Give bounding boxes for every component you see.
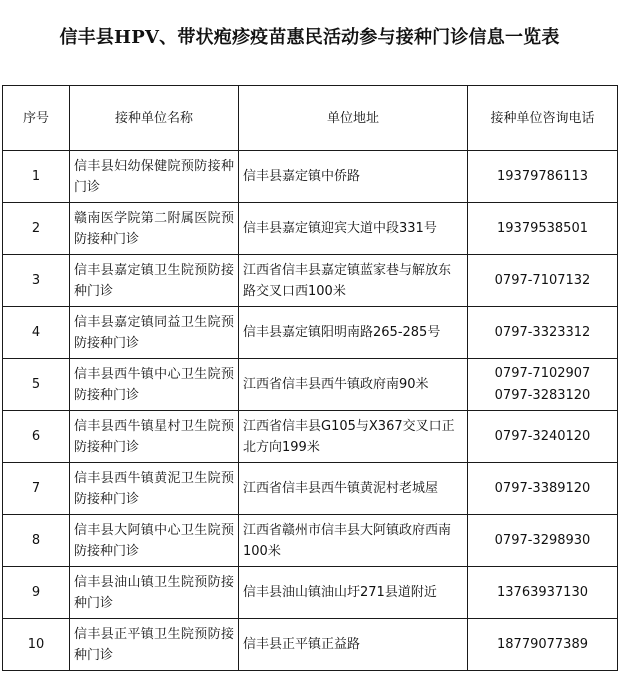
clinic-phone [468,203,618,255]
header-address: 单位地址 [239,86,468,151]
phone-number: 0797-7102907 [494,365,591,381]
phone-number: 18779077389 [497,636,588,652]
phone-number: 0797-3298930 [494,532,591,548]
clinic-address: 信丰县油山镇油山圩271县道附近 [239,567,468,619]
clinic-address: 江西省信丰县西牛镇政府南90米 [239,359,468,411]
clinic-address: 信丰县嘉定镇中侨路 [239,151,468,203]
row-number: 3 [3,255,70,307]
phone-number: 0797-3323312 [494,324,591,340]
clinic-info-table [2,85,618,671]
clinic-name: 信丰县大阿镇中心卫生院预防接种门诊 [70,515,239,567]
header-phone: 接种单位咨询电话 [468,86,618,151]
table-row [3,255,618,307]
clinic-phone [468,359,618,411]
clinic-address: 信丰县嘉定镇阳明南路265-285号 [239,307,468,359]
clinic-phone [468,151,618,203]
table-row [3,463,618,515]
clinic-name: 信丰县西牛镇黄泥卫生院预防接种门诊 [70,463,239,515]
table-row [3,203,618,255]
row-number: 10 [3,619,70,671]
phone-number: 19379538501 [497,220,588,236]
phone-number: 0797-3240120 [494,428,591,444]
header-row [3,86,618,151]
phone-number: 0797-3389120 [494,480,591,496]
clinic-phone [468,411,618,463]
clinic-name: 信丰县妇幼保健院预防接种门诊 [70,151,239,203]
header-no: 序号 [3,86,70,151]
clinic-name: 信丰县嘉定镇同益卫生院预防接种门诊 [70,307,239,359]
table-row [3,359,618,411]
row-number: 9 [3,567,70,619]
clinic-phone [468,515,618,567]
row-number: 2 [3,203,70,255]
clinic-phone [468,307,618,359]
clinic-name: 信丰县西牛镇星村卫生院预防接种门诊 [70,411,239,463]
row-number: 1 [3,151,70,203]
row-number: 7 [3,463,70,515]
clinic-address: 信丰县嘉定镇迎宾大道中段331号 [239,203,468,255]
header-name: 接种单位名称 [70,86,239,151]
table-row [3,411,618,463]
phone-number: 19379786113 [497,168,588,184]
table-row [3,151,618,203]
clinic-name: 信丰县西牛镇中心卫生院预防接种门诊 [70,359,239,411]
row-number: 4 [3,307,70,359]
table-row [3,567,618,619]
table-row [3,619,618,671]
table-row [3,307,618,359]
clinic-phone [468,619,618,671]
phone-number: 0797-7107132 [494,272,591,288]
clinic-name: 赣南医学院第二附属医院预防接种门诊 [70,203,239,255]
clinic-address: 江西省信丰县西牛镇黄泥村老城屋 [239,463,468,515]
clinic-address: 江西省信丰县G105与X367交叉口正北方向199米 [239,411,468,463]
clinic-address: 江西省信丰县嘉定镇蓝家巷与解放东路交叉口西100米 [239,255,468,307]
clinic-phone [468,463,618,515]
clinic-address: 江西省赣州市信丰县大阿镇政府西南100米 [239,515,468,567]
row-number: 8 [3,515,70,567]
phone-number: 0797-3283120 [494,387,591,403]
clinic-name: 信丰县油山镇卫生院预防接种门诊 [70,567,239,619]
row-number: 6 [3,411,70,463]
row-number: 5 [3,359,70,411]
document-title: 信丰县HPV、带状疱疹疫苗惠民活动参与接种门诊信息一览表 [59,27,560,48]
clinic-phone [468,255,618,307]
clinic-name: 信丰县正平镇卫生院预防接种门诊 [70,619,239,671]
clinic-address: 信丰县正平镇正益路 [239,619,468,671]
clinic-phone [468,567,618,619]
table-row [3,515,618,567]
phone-number: 13763937130 [497,584,588,600]
clinic-name: 信丰县嘉定镇卫生院预防接种门诊 [70,255,239,307]
table-body [3,151,618,671]
